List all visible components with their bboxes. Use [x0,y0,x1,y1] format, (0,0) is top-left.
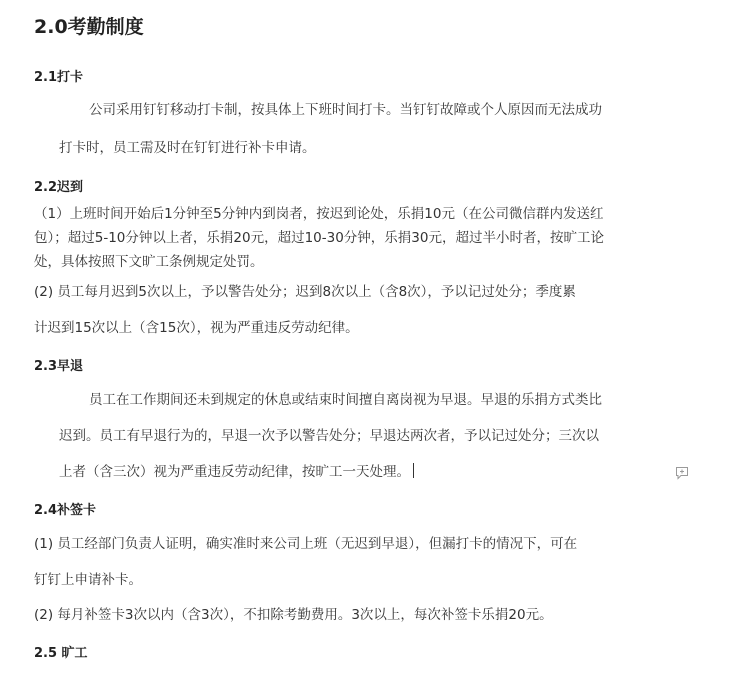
paragraph-line: 上者（含三次）视为严重违反劳动纪律，按旷工一天处理。 [59,464,410,480]
paragraph-line: 打卡时，员工需及时在钉钉进行补卡申请。 [59,140,316,156]
heading-late: 2.2迟到 [34,180,84,195]
paragraph-line: 员工在工作期间还未到规定的休息或结束时间擅自离岗视为早退。早退的乐捐方式类比 [89,392,602,408]
comment-add-icon[interactable] [675,465,689,479]
paragraph-line: 钉钉上申请补卡。 [34,572,142,588]
paragraph-line: 处，具体按照下文旷工条例规定处罚。 [34,254,264,270]
paragraph-line: (2) 每月补签卡3次以内（含3次），不扣除考勤费用。3次以上，每次补签卡乐捐20元。 [34,607,553,623]
heading-absenteeism: 2.5 旷工 [34,646,88,661]
paragraph-line: 包）；超过5-10分钟以上者，乐捐20元，超过10-30分钟，乐捐30元，超过半小时者，按旷工论 [34,230,604,246]
heading-supplement-card: 2.4补签卡 [34,503,97,518]
paragraph-line: (2) 员工每月迟到5次以上，予以警告处分；迟到8次以上（含8次），予以记过处分；季度累 [34,284,576,300]
paragraph-line: 计迟到15次以上（含15次），视为严重违反劳动纪律。 [34,320,359,336]
paragraph-line-with-cursor[interactable] [59,462,414,482]
paragraph-line: (1) 员工经部门负责人证明，确实准时来公司上班（无迟到早退），但漏打卡的情况下，可在 [34,536,578,552]
paragraph-line: 公司采用钉钉移动打卡制，按具体上下班时间打卡。当钉钉故障或个人原因而无法成功 [89,102,602,118]
paragraph-line: 迟到。员工有早退行为的，早退一次予以警告处分；早退达两次者，予以记过处分；三次以 [59,428,599,444]
heading-punch-in: 2.1打卡 [34,70,84,85]
heading-early-leave: 2.3早退 [34,359,84,374]
paragraph-line: （1）上班时间开始后1分钟至5分钟内到岗者，按迟到论处，乐捐10元（在公司微信群内发送红 [34,206,604,222]
section-title: 2.0考勤制度 [34,16,144,38]
text-cursor [413,463,414,478]
